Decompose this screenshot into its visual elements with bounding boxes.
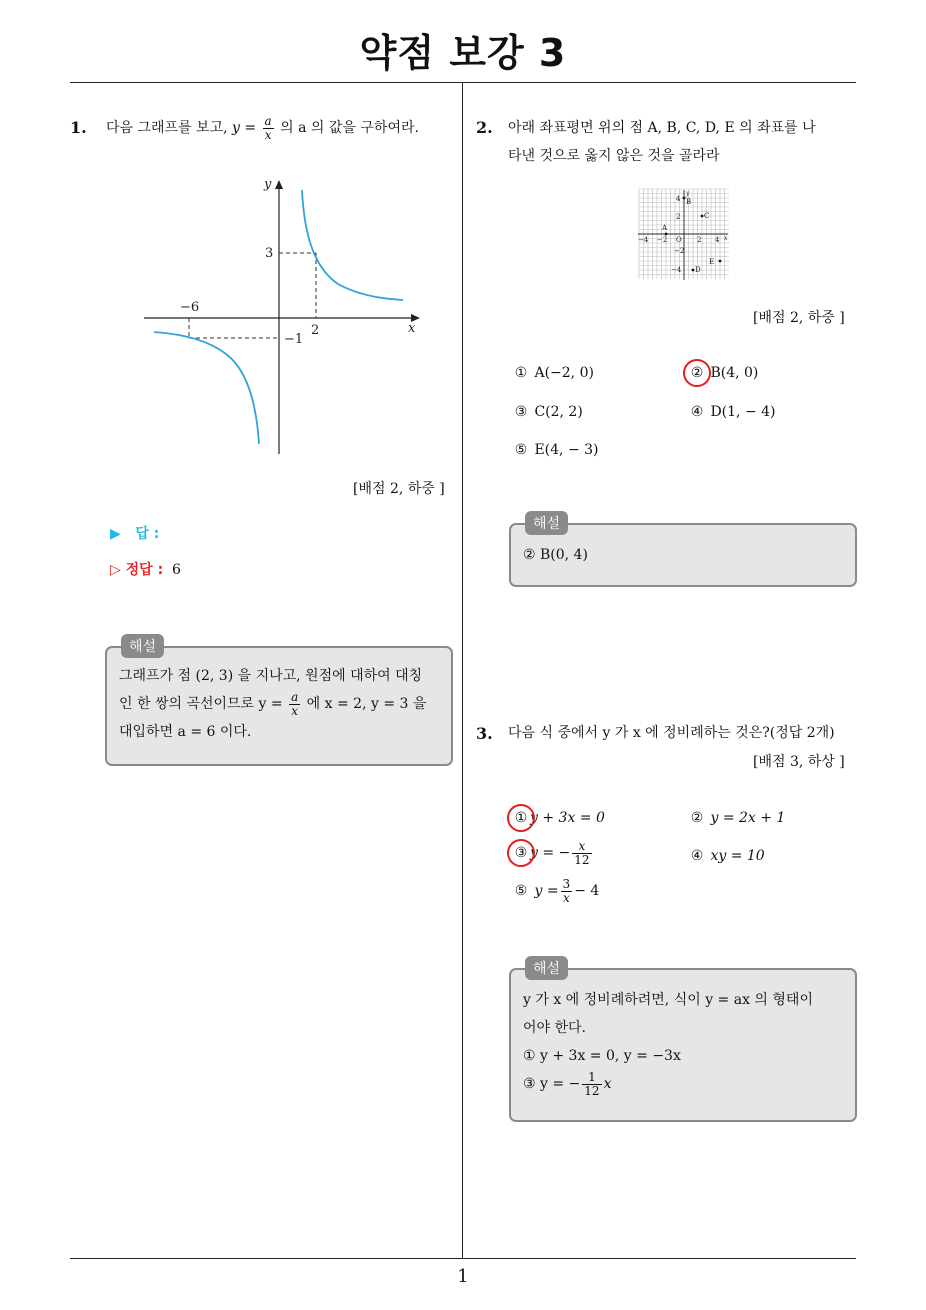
q2-ytick-neg2: −2 bbox=[674, 247, 685, 255]
q3-explanation-body bbox=[523, 986, 853, 1098]
q1-fraction bbox=[263, 115, 274, 141]
q1-explanation-tab: 해설 bbox=[121, 634, 164, 658]
q2-xtick-neg2: −2 bbox=[657, 236, 668, 244]
q2-x-label: x bbox=[724, 235, 728, 242]
q3-explanation-tab: 해설 bbox=[525, 956, 568, 980]
q1-x-label: x bbox=[408, 321, 416, 336]
q1-expl-line2-post: 에 x = 2, y = 3 을 bbox=[306, 696, 427, 712]
q2-score: [배점 2, 하중 ] bbox=[753, 310, 845, 326]
q3-option-2-num: ② bbox=[690, 810, 704, 826]
q2-point-B: B bbox=[686, 198, 692, 206]
q1-expl-line3: 대입하면 a = 6 이다. bbox=[119, 724, 252, 740]
q3-score: [배점 3, 하상 ] bbox=[753, 754, 845, 770]
q3-option-3-pre: y = − bbox=[530, 845, 571, 862]
q3-expl-line4-post: x bbox=[603, 1076, 612, 1092]
q3-option-1-num: ① bbox=[512, 810, 530, 826]
q1-score: [배점 2, 하중 ] bbox=[353, 481, 445, 497]
q2-option-3-text: C(2, 2) bbox=[534, 404, 583, 420]
q2-xtick-2: 2 bbox=[697, 236, 702, 244]
q1-answer[interactable] bbox=[110, 523, 159, 543]
q3-option-3-fraction bbox=[572, 840, 591, 866]
q3-expl-line1: y 가 x 에 정비례하려면, 식이 y = ax 의 형태이 bbox=[523, 992, 813, 1008]
q3-number: 3. bbox=[476, 724, 493, 743]
q2-option-4-text: D(1, − 4) bbox=[710, 404, 776, 420]
page-title: 약점 보강 3 bbox=[359, 31, 567, 75]
q2-option-1[interactable] bbox=[512, 365, 594, 381]
q2-option-3[interactable] bbox=[512, 404, 583, 420]
q1-answer-label: 답 : bbox=[135, 526, 160, 542]
q3-option-1[interactable] bbox=[512, 810, 605, 826]
q3-explanation-box bbox=[509, 961, 857, 1122]
q2-point-E: E bbox=[709, 258, 715, 266]
q1-text-pre: 다음 그래프를 보고, bbox=[106, 120, 228, 136]
q1-correct-value: 6 bbox=[172, 562, 181, 578]
q3-opt3-den: 12 bbox=[574, 852, 590, 867]
q3-expl-frac-den: 12 bbox=[584, 1083, 600, 1098]
q2-origin: O bbox=[676, 236, 682, 244]
q1-curve-positive bbox=[302, 190, 403, 300]
q2-ytick-2: 2 bbox=[676, 213, 681, 221]
q3-option-4-num: ④ bbox=[690, 848, 704, 864]
q3-opt5-den: x bbox=[562, 890, 570, 905]
q1-correct-label: 정답 : bbox=[125, 562, 164, 578]
q3-expl-fraction bbox=[582, 1071, 601, 1097]
q2-option-1-text: A(−2, 0) bbox=[534, 365, 594, 381]
q1-y-label: y bbox=[264, 177, 272, 192]
page-number: 1 bbox=[457, 1266, 469, 1287]
q3-option-4-text: xy = 10 bbox=[710, 848, 765, 864]
q2-option-2[interactable] bbox=[688, 365, 758, 381]
q2-option-1-num: ① bbox=[514, 365, 528, 381]
q2-option-4-num: ④ bbox=[690, 404, 704, 420]
q1-number: 1. bbox=[70, 118, 87, 137]
q1-frac-num: a bbox=[264, 113, 272, 128]
q3-option-2[interactable] bbox=[688, 810, 785, 826]
q3-text: 다음 식 중에서 y 가 x 에 정비례하는 것은?(정답 2개) bbox=[508, 725, 835, 741]
q2-option-3-num: ③ bbox=[514, 404, 528, 420]
q1-text-post: 의 a 의 값을 구하여라. bbox=[280, 120, 419, 136]
q1-curve-negative bbox=[154, 332, 259, 444]
q3-opt3-num: x bbox=[572, 840, 591, 854]
q3-option-1-text: y + 3x = 0 bbox=[530, 810, 605, 826]
q2-xtick-neg4: −4 bbox=[638, 236, 649, 244]
q2-option-5-text: E(4, − 3) bbox=[534, 442, 599, 458]
q2-option-5[interactable] bbox=[512, 442, 599, 458]
q3-expl-line3: ① y + 3x = 0, y = −3x bbox=[523, 1048, 681, 1064]
q3-option-2-text: y = 2x + 1 bbox=[710, 810, 786, 826]
q2-option-2-num: ② bbox=[688, 365, 706, 381]
q2-option-5-num: ⑤ bbox=[514, 442, 528, 458]
q1-explanation-box bbox=[105, 639, 453, 766]
q1-expl-line2 bbox=[119, 690, 449, 718]
q3-expl-frac-num: 1 bbox=[582, 1071, 601, 1085]
q1-expl-frac-num: a bbox=[291, 689, 299, 704]
q3-expl-line2: 어야 한다. bbox=[523, 1020, 586, 1036]
q2-y-label: y bbox=[686, 190, 690, 197]
q1-text bbox=[106, 114, 419, 142]
answer-arrow-icon: ▶ bbox=[110, 526, 136, 542]
q2-point-D: D bbox=[695, 266, 701, 274]
q1-expl-fraction bbox=[289, 691, 300, 717]
q2-text-line1: 아래 좌표평면 위의 점 A, B, C, D, E 의 좌표를 나 bbox=[508, 120, 816, 136]
q2-number: 2. bbox=[476, 118, 493, 137]
q2-option-2-text: B(4, 0) bbox=[710, 365, 759, 381]
header-rule bbox=[70, 82, 856, 83]
q1-tick-3: 3 bbox=[265, 246, 274, 261]
q2-coordinate-grid bbox=[638, 188, 730, 280]
q2-xtick-4: 4 bbox=[715, 236, 720, 244]
column-divider bbox=[462, 83, 463, 1259]
q3-option-5-fraction bbox=[561, 878, 573, 904]
q2-option-4[interactable] bbox=[688, 404, 776, 420]
q1-tick-2: 2 bbox=[311, 323, 320, 338]
q1-explanation-body bbox=[119, 662, 449, 746]
q3-option-4[interactable] bbox=[688, 848, 765, 864]
q3-expl-line4-pre: ③ y = − bbox=[523, 1076, 581, 1092]
correct-arrow-icon: ▷ bbox=[110, 562, 126, 578]
q2-ytick-4: 4 bbox=[676, 195, 681, 203]
q3-option-5-post: − 4 bbox=[574, 883, 600, 900]
q2-text bbox=[508, 114, 858, 170]
q1-frac-den: x bbox=[264, 127, 272, 142]
q2-explanation-body: ② B(0, 4) bbox=[523, 547, 588, 563]
q2-point-C: C bbox=[704, 212, 710, 220]
q2-ytick-neg4: −4 bbox=[671, 266, 682, 274]
q3-expl-line4 bbox=[523, 1070, 853, 1098]
footer-rule bbox=[70, 1258, 856, 1259]
q3-opt5-num: 3 bbox=[562, 877, 571, 891]
q1-expl-line2-pre: 인 한 쌍의 곡선이므로 y = bbox=[119, 696, 283, 712]
q1-correct bbox=[110, 559, 181, 579]
q1-graph bbox=[138, 172, 438, 462]
q1-expl-line1: 그래프가 점 (2, 3) 을 지나고, 원점에 대하여 대칭 bbox=[119, 668, 423, 684]
q2-explanation-box bbox=[509, 516, 857, 587]
q2-explanation-tab: 해설 bbox=[525, 511, 568, 535]
q1-tick-neg1: −1 bbox=[284, 332, 304, 347]
q3-option-3-num: ③ bbox=[512, 845, 530, 861]
q1-formula-lhs: y = bbox=[232, 120, 257, 136]
q2-text-line2: 타낸 것으로 옳지 않은 것을 골라라 bbox=[508, 148, 720, 164]
q3-option-5-num: ⑤ bbox=[514, 883, 528, 900]
q1-tick-neg6: −6 bbox=[180, 300, 200, 315]
q3-option-5-pre: y = bbox=[534, 883, 559, 900]
q3-option-3[interactable] bbox=[512, 840, 594, 866]
q3-option-5[interactable] bbox=[512, 878, 599, 904]
q2-point-A: A bbox=[662, 224, 668, 232]
q1-expl-frac-den: x bbox=[291, 703, 299, 718]
